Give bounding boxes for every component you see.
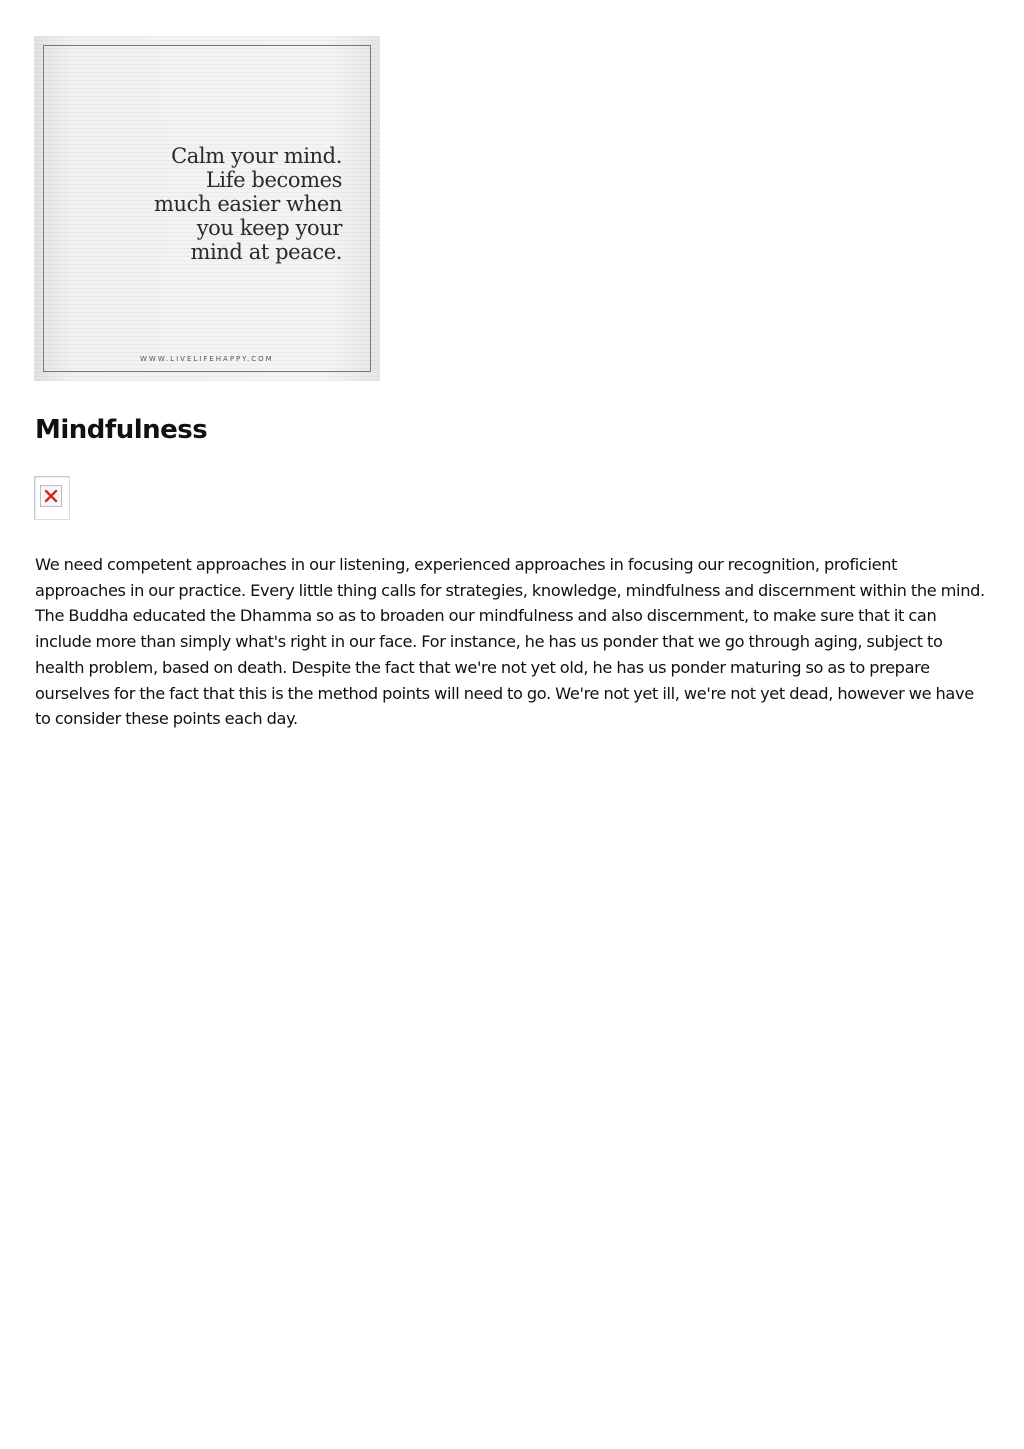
quote-line: Life becomes <box>205 168 342 192</box>
quote-line: you keep your <box>196 216 342 240</box>
quote-line: mind at peace. <box>190 240 342 264</box>
broken-image-placeholder <box>34 476 70 520</box>
quote-line: much easier when <box>153 192 342 216</box>
page-title: Mindfulness <box>35 415 208 445</box>
quote-line: Calm your mind. <box>171 144 342 168</box>
quote-text <box>154 144 342 264</box>
article-paragraph: We need competent approaches in our listening, experienced approaches in focusing our recognition, proficient approaches in our practice. Every little thing calls for strategies, knowledge, mindfulness and discernment within the mind. The Buddha educated the Dhamma so as to broaden our mindfulness and also discernment, to make sure that it can include more than simply what's right in our face. For instance, he has us ponder that we go through aging, subject to health problem, based on death. Despite the fact that we're not yet old, he has us ponder maturing so as to prepare ourselves for the fact that this is the method points will need to go. We're not yet ill, we're not yet dead, however we have to consider these points each day. <box>35 555 985 729</box>
broken-image-icon <box>40 485 62 507</box>
quote-image-url: WWW.LIVELIFEHAPPY.COM <box>140 355 274 363</box>
quote-image <box>34 36 380 381</box>
